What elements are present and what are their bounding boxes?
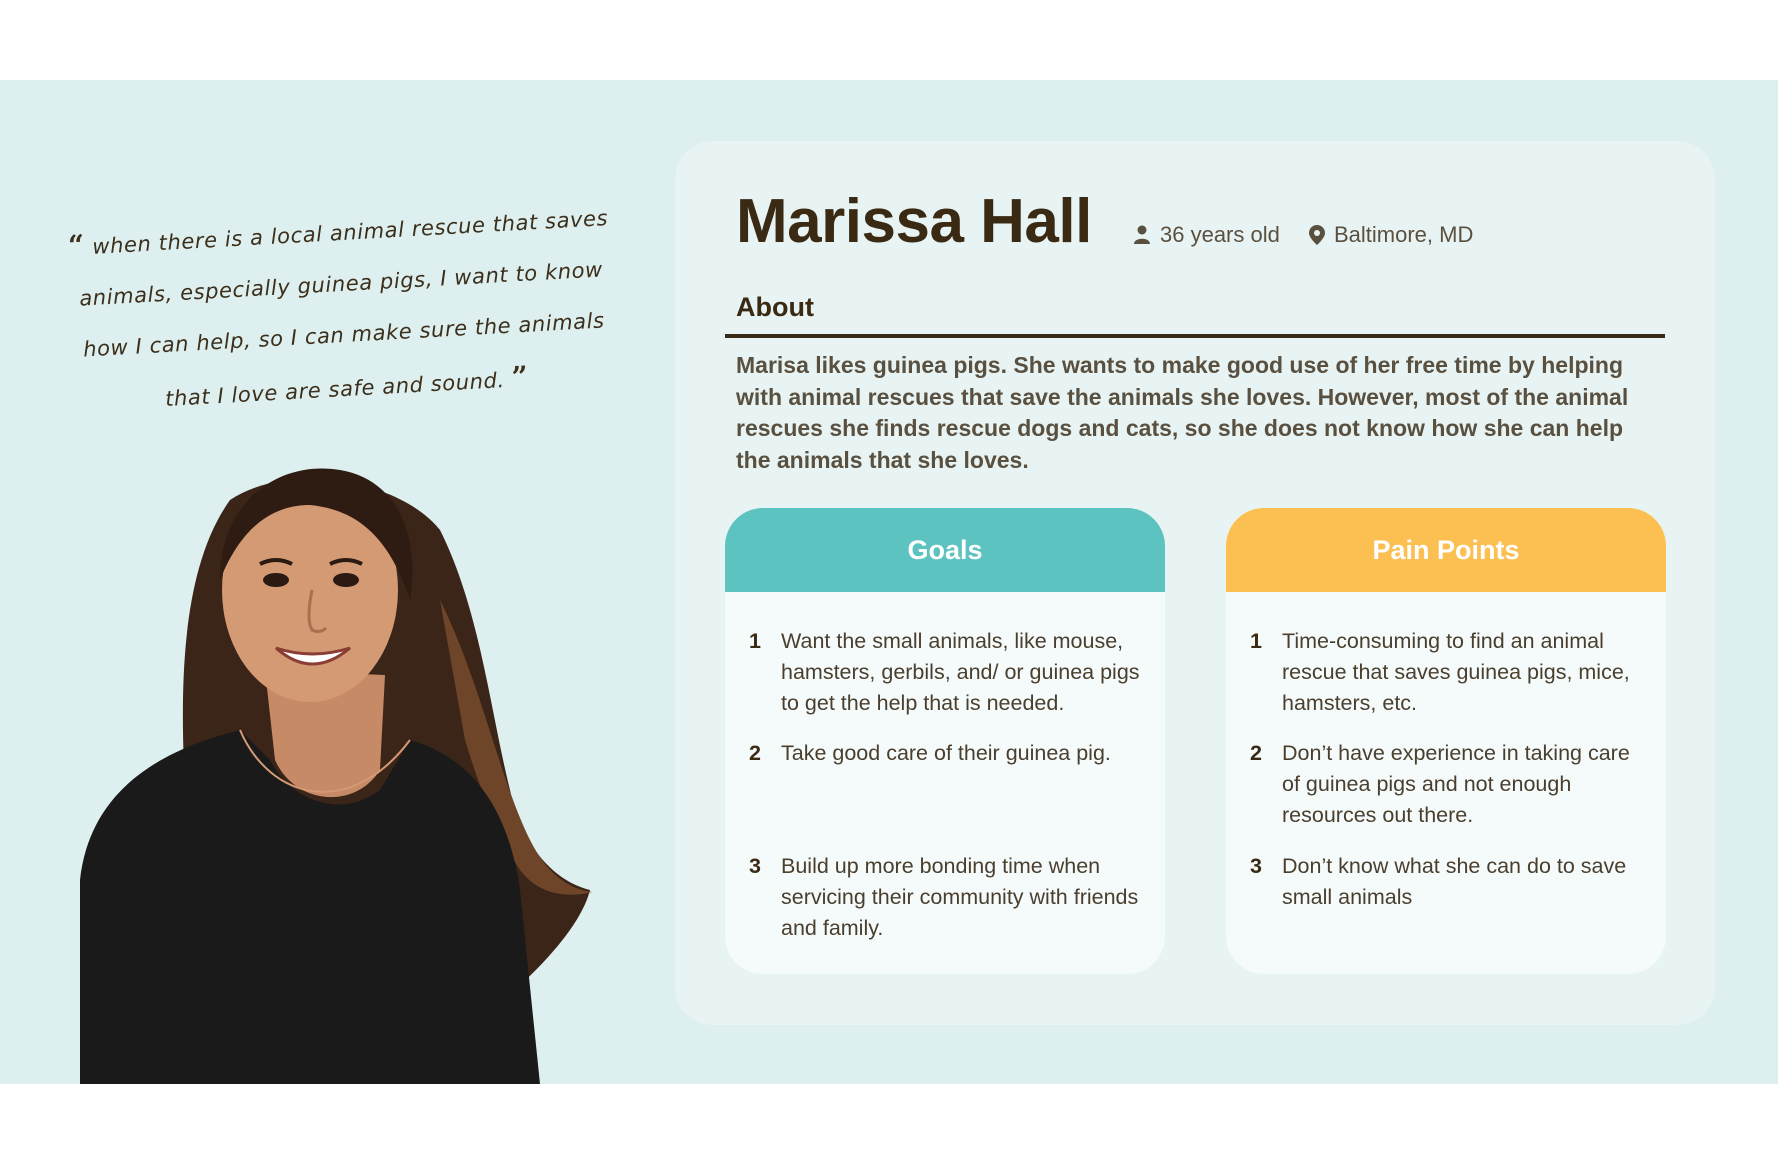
map-pin-icon: [1309, 225, 1325, 245]
about-heading: About: [736, 292, 814, 322]
persona-location: [1309, 222, 1473, 248]
goal-number: 2: [749, 741, 761, 765]
pain-point-item-2: [1250, 738, 1650, 831]
open-quote-mark: “: [67, 228, 86, 263]
goals-panel: [725, 508, 1165, 974]
person-icon: [1133, 225, 1151, 245]
persona-quote: [55, 189, 631, 430]
pain-point-text: Don’t have experience in taking care of guinea pigs and not enough resources out there.: [1282, 741, 1630, 827]
persona-name: Marissa Hall: [736, 187, 1092, 256]
pain-point-item-3: [1250, 851, 1650, 913]
goal-number: 1: [749, 629, 761, 653]
goal-text: Take good care of their guinea pig.: [781, 741, 1111, 765]
goal-text: Build up more bonding time when servicing their community with friends and family.: [781, 854, 1139, 940]
persona-photo: [80, 460, 600, 1084]
about-text: Marisa likes guinea pigs. She wants to make good use of her free time by helping with animal rescues that save the animals she loves. However, most of the animal rescues she finds rescue dogs and cats, so she does not know how she can help the animals that she loves.: [736, 352, 1629, 473]
goals-heading: Goals: [725, 508, 1165, 592]
pain-point-number: 2: [1250, 741, 1262, 765]
pain-points-heading: Pain Points: [1226, 508, 1666, 592]
persona-location-text: Baltimore, MD: [1334, 222, 1474, 247]
goal-item-2: [749, 738, 1149, 769]
pain-point-number: 3: [1250, 854, 1262, 878]
goal-item-3: [749, 851, 1149, 944]
persona-age-text: 36 years old: [1160, 222, 1280, 247]
quote-text: when there is a local animal rescue that saves animals, especially guinea pigs, I want to know how I can help, so I can make sure the animals that I love are safe and sound.: [78, 206, 609, 412]
goal-text: Want the small animals, like mouse, hamsters, gerbils, and/ or guinea pigs to get the help that is needed.: [781, 629, 1140, 715]
about-divider: [725, 334, 1665, 338]
pain-point-item-1: [1250, 626, 1650, 719]
goal-number: 3: [749, 854, 761, 878]
pain-point-text: Don’t know what she can do to save small animals: [1282, 854, 1627, 909]
pain-point-number: 1: [1250, 629, 1262, 653]
goal-item-1: [749, 626, 1149, 719]
pain-point-text: Time-consuming to find an animal rescue that saves guinea pigs, mice, hamsters, etc.: [1282, 629, 1630, 715]
persona-age: [1133, 222, 1280, 248]
pain-points-panel: [1226, 508, 1666, 974]
close-quote-mark: ”: [510, 359, 530, 394]
